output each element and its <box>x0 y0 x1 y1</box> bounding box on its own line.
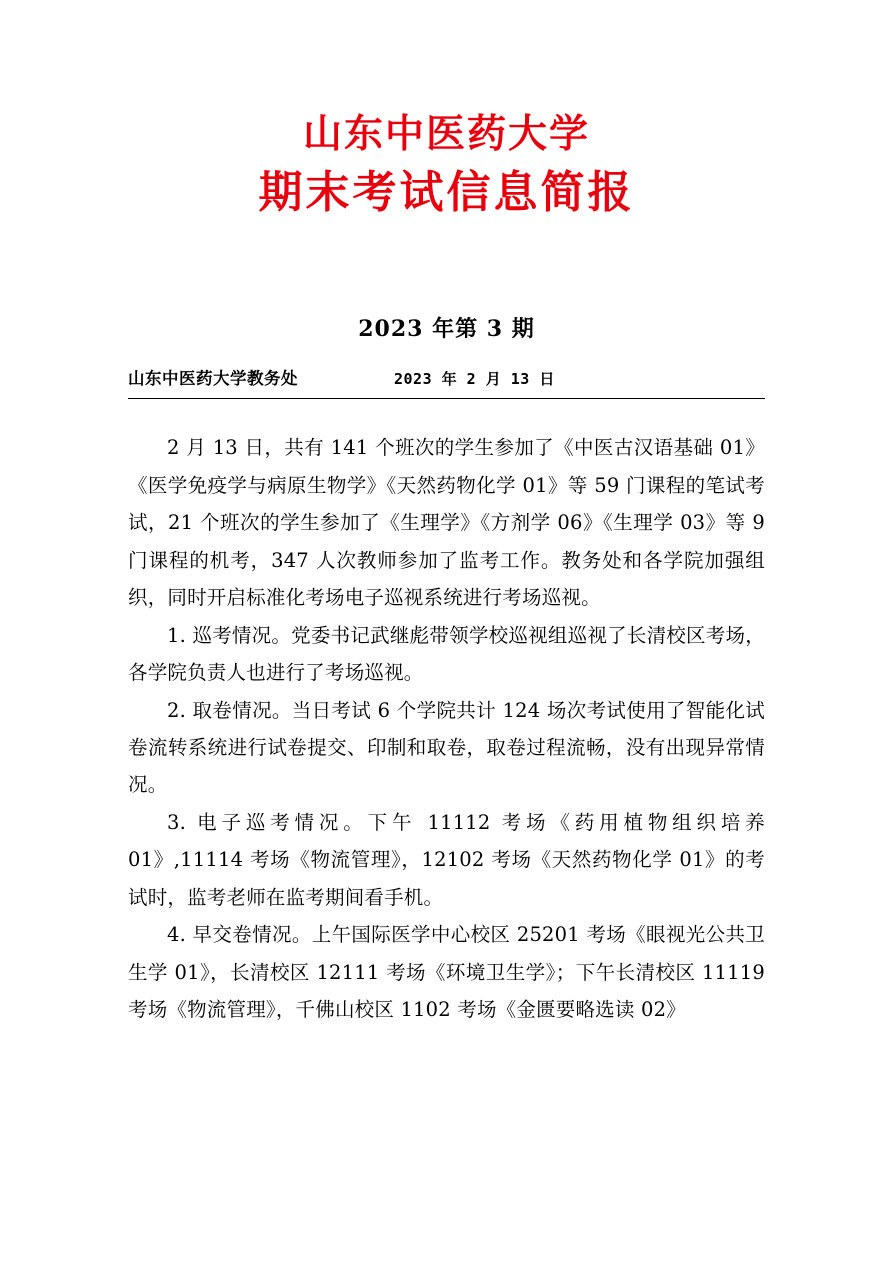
publication-date: 2023 年 2 月 13 日 <box>394 370 555 389</box>
masthead <box>128 0 765 224</box>
paragraph-intro: 2 月 13 日，共有 141 个班次的学生参加了《中医古汉语基础 01》《医学免疫学与病原生物学》《天然药物化学 01》等 59 门课程的笔试考试，21 个班次的学生参加了《生理学》《方剂学 06》《生理学 03》等 9 门课程的机考，347 人次教师参加了监考工作。教务处和各学院加强组织，同时开启标准化考场电子巡视系统进行考场巡视。 <box>128 436 765 610</box>
meta-row <box>128 365 765 389</box>
paragraph-item-3: 3. 电子巡考情况。下午 11112 考场《药用植物组织培养 01》,11114 考场《物流管理》，12102 考场《天然药物化学 01》的考试时，监考老师在监考期间看手机。 <box>128 810 765 909</box>
paragraph-item-2: 2. 取卷情况。当日考试 6 个学院共计 124 场次考试使用了智能化试卷流转系统进行试卷提交、印制和取卷，取卷过程流畅，没有出现异常情况。 <box>128 698 765 797</box>
header-divider <box>128 398 765 399</box>
masthead-title-line1: 山东中医药大学 <box>302 111 590 157</box>
body-text <box>128 429 765 1028</box>
masthead-title-line2: 期末考试信息简报 <box>258 166 635 218</box>
publisher-name: 山东中医药大学教务处 <box>128 369 298 389</box>
paragraph-item-1: 1. 巡考情况。党委书记武继彪带领学校巡视组巡视了长清校区考场，各学院负责人也进行了考场巡视。 <box>128 623 765 685</box>
paragraph-item-4: 4. 早交卷情况。上午国际医学中心校区 25201 考场《眼视光公共卫生学 01》，长清校区 12111 考场《环境卫生学》；下午长清校区 11119 考场《物流管理》，千佛山校区 1102 考场《金匮要略选读 02》 <box>128 923 765 1021</box>
issue-number: 2023 年第 3 期 <box>358 316 535 343</box>
